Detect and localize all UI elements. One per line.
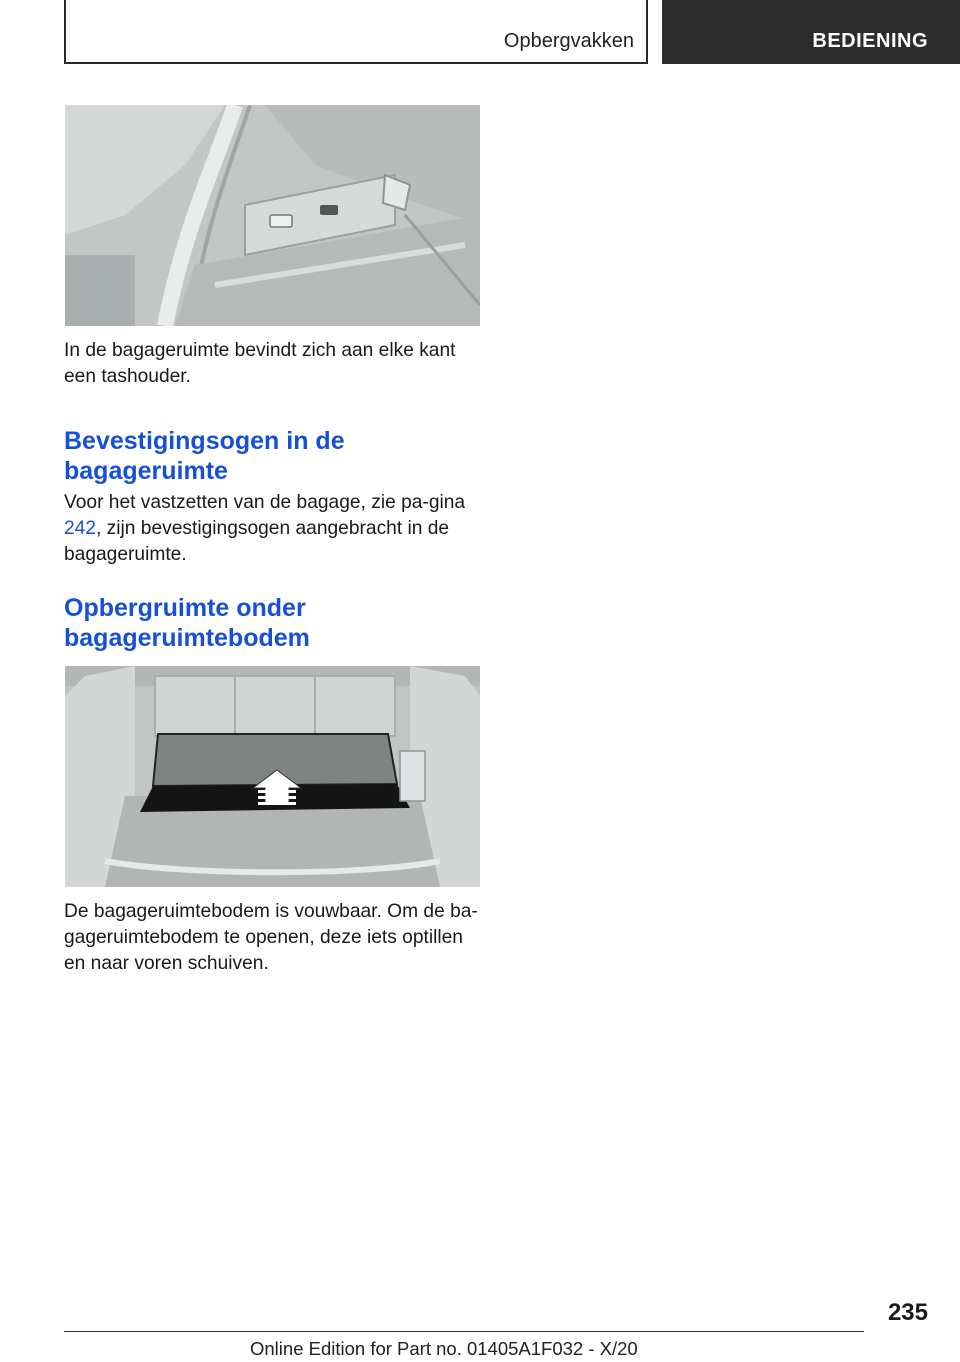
section-title: Opbergvakken (503, 30, 634, 52)
page-number: 235 (887, 1299, 928, 1326)
heading-storage-under-floor: Opbergruimte onder bagageruimtebodem (64, 594, 310, 652)
header-chapter-box (662, 0, 960, 64)
paragraph-bag-hooks: In de bagageruimte bevindt zich aan elke kant een tashouder. (64, 340, 456, 387)
trunk-floor-illustration (65, 666, 480, 887)
heading-tie-down-eyes: Bevestigingsogen in de bagageruimte (64, 427, 345, 485)
paragraph-tie-down-eyes (64, 490, 480, 568)
paragraph-text-before: Voor het vastzetten van de bagage, zie pa-gina (64, 492, 466, 513)
figure-trunk-floor (65, 666, 480, 887)
footer-divider (64, 1331, 864, 1332)
header-section-box (64, 0, 648, 64)
trunk-side-illustration (65, 105, 480, 326)
footer-edition: Online Edition for Part no. 01405A1F032 - X/20 (250, 1338, 638, 1359)
paragraph-text-after: , zijn bevestigingsogen aangebracht in de bagageruimte. (64, 518, 450, 565)
paragraph-floor-folding: De bagageruimtebodem is vouwbaar. Om de ba-gageruimtebodem te openen, deze iets optillen en naar voren schuiven. (64, 901, 478, 974)
figure-trunk-side (65, 105, 480, 326)
chapter-title: BEDIENING (812, 30, 928, 52)
page-reference-link[interactable]: 242 (64, 518, 97, 539)
